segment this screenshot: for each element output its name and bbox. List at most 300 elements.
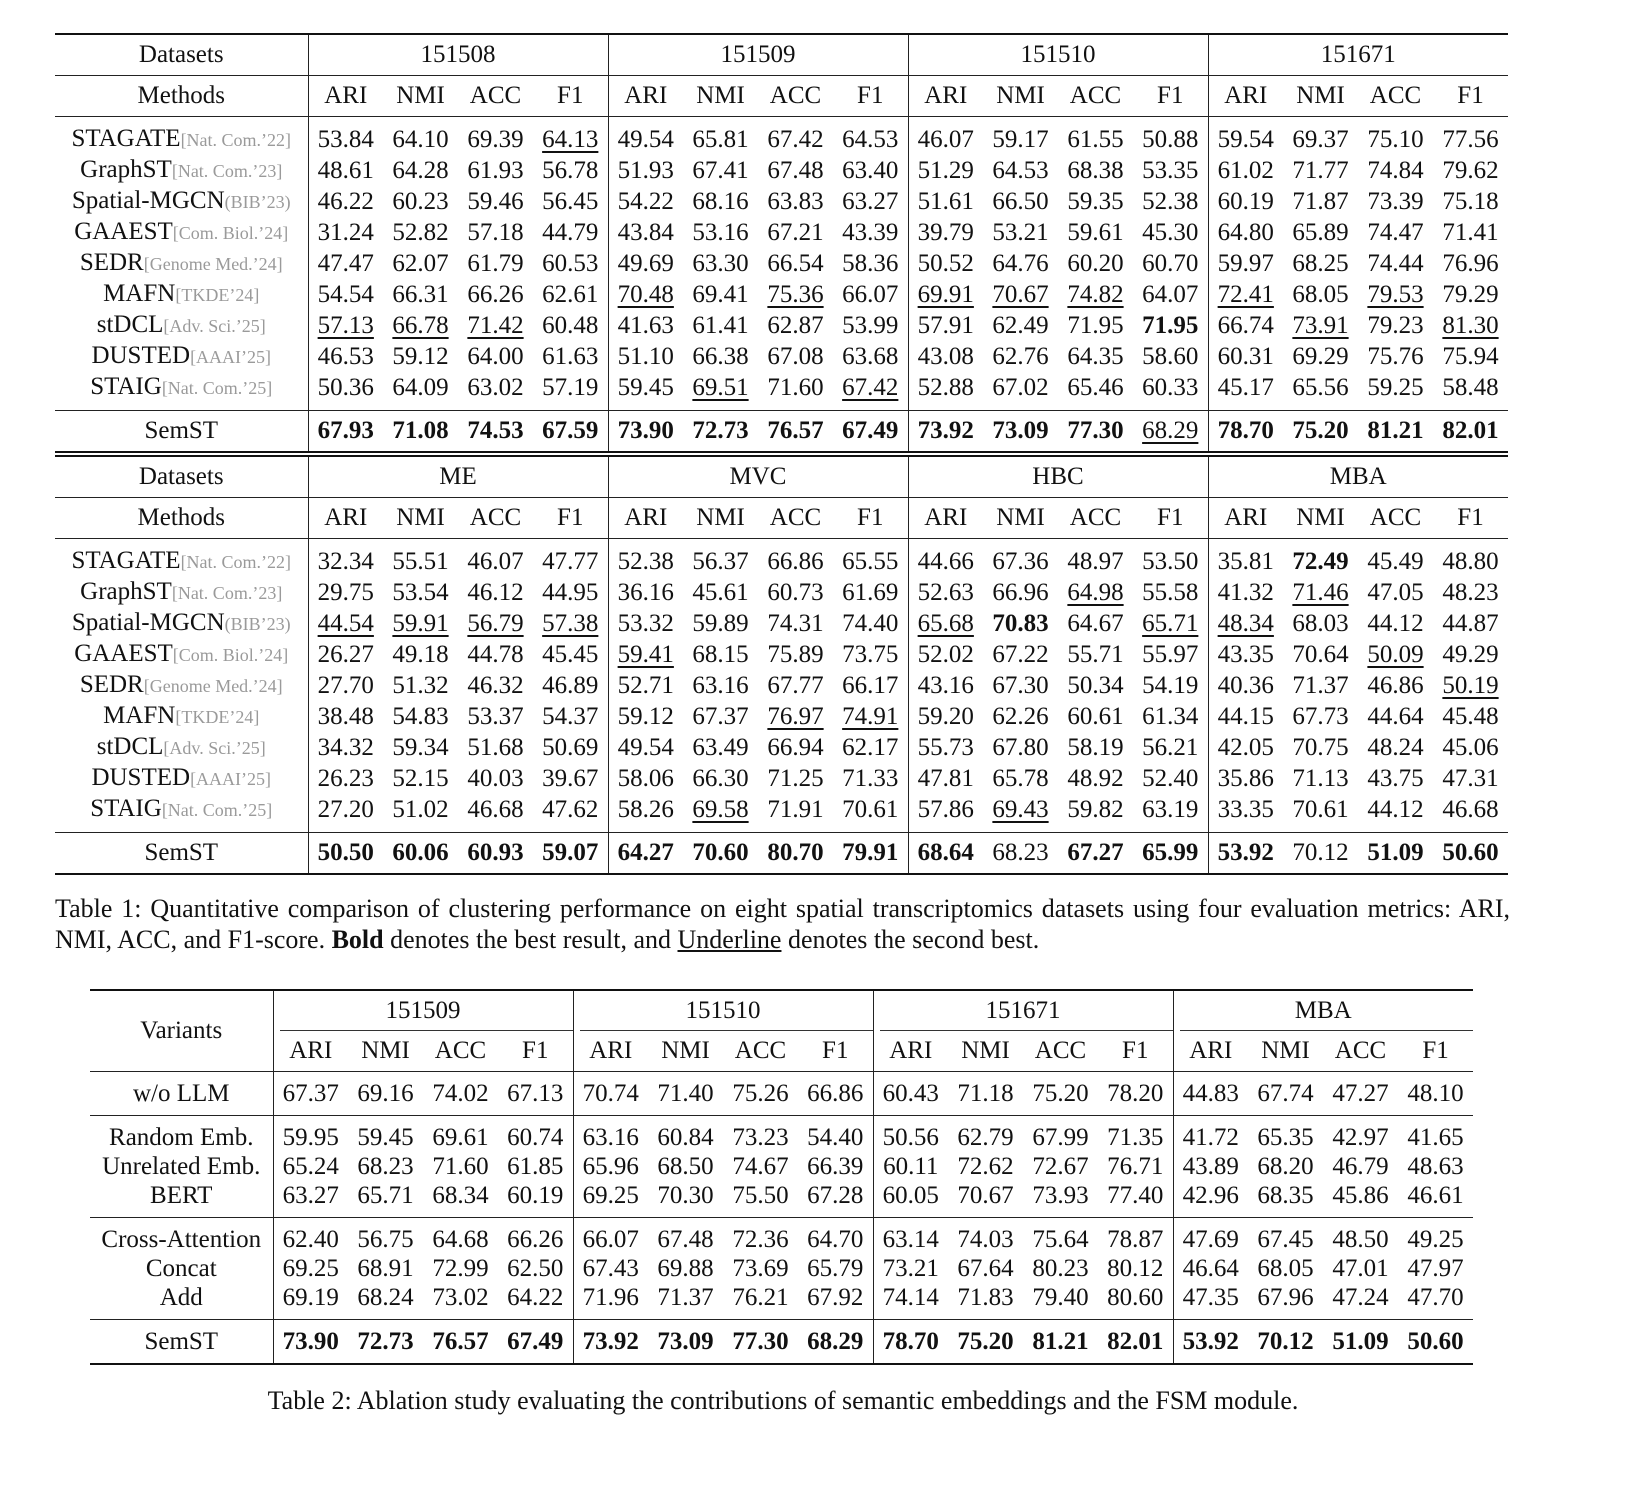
value-cell: [1283, 117, 1358, 156]
value-cell: [458, 794, 533, 833]
value: 67.48: [767, 157, 824, 184]
value-cell: [1283, 539, 1358, 578]
value-cell: [1098, 1320, 1173, 1365]
value-cell: [833, 833, 908, 875]
value-cell: [908, 411, 983, 455]
value: 54.40: [807, 1124, 864, 1151]
value: 47.81: [917, 765, 974, 792]
value-cell: [308, 670, 383, 701]
value: 59.20: [917, 703, 974, 730]
value-cell: [1433, 372, 1508, 411]
value-cell: [1283, 279, 1358, 310]
value: 60.05: [882, 1182, 939, 1209]
value: 68.34: [432, 1182, 489, 1209]
value-cell: [1023, 1254, 1098, 1283]
value-cell: [833, 217, 908, 248]
value: 75.20: [1032, 1080, 1089, 1107]
table-row: [55, 279, 1508, 310]
method-cell: [55, 217, 308, 248]
value-cell: [1208, 670, 1283, 701]
method-venue: [Nat. Com.’25]: [161, 378, 273, 398]
value-cell: [1358, 279, 1433, 310]
value-cell: [533, 310, 608, 341]
value-cell: [683, 248, 758, 279]
table-row: [55, 372, 1508, 411]
value-cell: [648, 1072, 723, 1116]
value: 70.74: [582, 1080, 639, 1107]
value-cell: [648, 1116, 723, 1153]
value: 43.16: [917, 672, 974, 699]
value-cell: [908, 217, 983, 248]
metric-header: ACC: [423, 1031, 498, 1072]
table-row: [55, 701, 1508, 732]
value-cell: [683, 732, 758, 763]
value: 68.91: [357, 1255, 414, 1282]
value-cell: [833, 310, 908, 341]
value-cell: [533, 608, 608, 639]
variants-label: Variants: [90, 990, 273, 1072]
value: 73.21: [882, 1255, 939, 1282]
value: 56.75: [357, 1226, 414, 1253]
value: 44.87: [1442, 610, 1499, 637]
value-cell: [1283, 670, 1358, 701]
value-cell: [608, 577, 683, 608]
value: 66.96: [992, 579, 1049, 606]
caption-text: denotes the second best.: [781, 925, 1040, 954]
caption-underline-word: Underline: [677, 925, 782, 954]
value-cell: [683, 186, 758, 217]
value: 69.43: [992, 796, 1049, 823]
value: 46.64: [1182, 1255, 1239, 1282]
value: 65.71: [357, 1182, 414, 1209]
value-cell: [758, 186, 833, 217]
value-cell: [608, 539, 683, 578]
value-cell: [608, 248, 683, 279]
value: 65.35: [1257, 1124, 1314, 1151]
value-cell: [1433, 701, 1508, 732]
value: 73.90: [282, 1328, 339, 1355]
value: 73.02: [432, 1284, 489, 1311]
variant-name: BERT: [90, 1181, 273, 1218]
value-cell: [348, 1283, 423, 1320]
value: 45.49: [1367, 548, 1424, 575]
value-cell: [1208, 186, 1283, 217]
value-cell: [608, 411, 683, 455]
value-cell: [1323, 1218, 1398, 1255]
metrics-header-row: [55, 76, 1508, 117]
value: 60.31: [1217, 343, 1274, 370]
value-cell: [1133, 670, 1208, 701]
value: 66.31: [392, 281, 449, 308]
value: 47.01: [1332, 1255, 1389, 1282]
datasets-header-row: [55, 34, 1508, 76]
value: 48.80: [1442, 548, 1499, 575]
value-cell: [1358, 248, 1433, 279]
method-venue: [Adv. Sci.’25]: [163, 316, 266, 336]
value-cell: [683, 279, 758, 310]
value-cell: [1358, 577, 1433, 608]
value-cell: [1208, 794, 1283, 833]
value: 73.23: [732, 1124, 789, 1151]
value-cell: [1358, 732, 1433, 763]
value-cell: [1208, 608, 1283, 639]
metrics-header-row: [90, 1031, 1473, 1072]
method-cell: [55, 155, 308, 186]
value: 70.67: [957, 1182, 1014, 1209]
metric-header: NMI: [1248, 1031, 1323, 1072]
metric-header: ARI: [273, 1031, 348, 1072]
value-cell: [798, 1116, 873, 1153]
value-cell: [273, 1116, 348, 1153]
value-cell: [908, 833, 983, 875]
value-cell: [758, 372, 833, 411]
value-cell: [648, 1254, 723, 1283]
value: 50.60: [1442, 839, 1499, 866]
value: 47.62: [542, 796, 599, 823]
metric-header: NMI: [1283, 76, 1358, 117]
value: 58.19: [1067, 734, 1124, 761]
value: 55.71: [1067, 641, 1124, 668]
value-cell: [608, 372, 683, 411]
value: 68.35: [1257, 1182, 1314, 1209]
metric-header: F1: [833, 76, 908, 117]
value-cell: [1173, 1181, 1248, 1218]
value: 66.30: [692, 765, 749, 792]
value: 34.32: [317, 734, 374, 761]
value: 67.96: [1257, 1284, 1314, 1311]
value: 64.22: [507, 1284, 564, 1311]
metric-header: ACC: [1058, 498, 1133, 539]
method-name: stDCL: [96, 733, 164, 760]
value: 72.41: [1217, 281, 1274, 308]
value: 41.63: [617, 312, 674, 339]
value: 57.13: [317, 312, 374, 339]
value-cell: [798, 1181, 873, 1218]
value-cell: [908, 310, 983, 341]
value: 59.34: [392, 734, 449, 761]
variant-name: w/o LLM: [90, 1072, 273, 1116]
value-cell: [498, 1116, 573, 1153]
value-cell: [683, 670, 758, 701]
value: 70.48: [617, 281, 674, 308]
value: 44.15: [1217, 703, 1274, 730]
value: 69.16: [357, 1080, 414, 1107]
value: 41.72: [1182, 1124, 1239, 1151]
value: 75.50: [732, 1182, 789, 1209]
value-cell: [908, 341, 983, 372]
value: 62.61: [542, 281, 599, 308]
value-cell: [948, 1283, 1023, 1320]
value-cell: [1248, 1152, 1323, 1181]
value-cell: [683, 833, 758, 875]
value: 79.23: [1367, 312, 1424, 339]
table-row: [55, 341, 1508, 372]
table-row: [55, 608, 1508, 639]
method-venue: [Nat. Com.’25]: [161, 800, 273, 820]
value-cell: [983, 248, 1058, 279]
value: 57.86: [917, 796, 974, 823]
value: 55.73: [917, 734, 974, 761]
value-cell: [1433, 155, 1508, 186]
value: 68.16: [692, 188, 749, 215]
value-cell: [608, 279, 683, 310]
value-cell: [1058, 763, 1133, 794]
value: 55.58: [1142, 579, 1199, 606]
value-cell: [273, 1181, 348, 1218]
value: 71.37: [657, 1284, 714, 1311]
value: 66.78: [392, 312, 449, 339]
value-cell: [758, 639, 833, 670]
value-cell: [348, 1320, 423, 1365]
value-cell: [1208, 248, 1283, 279]
metric-header: ACC: [1323, 1031, 1398, 1072]
value-cell: [1098, 1072, 1173, 1116]
value-cell: [798, 1320, 873, 1365]
value-cell: [533, 372, 608, 411]
value: 76.57: [767, 417, 824, 444]
value: 77.56: [1442, 126, 1499, 153]
value: 44.66: [917, 548, 974, 575]
value-cell: [1058, 701, 1133, 732]
value: 59.45: [617, 374, 674, 401]
value: 75.64: [1032, 1226, 1089, 1253]
value: 66.07: [842, 281, 899, 308]
value: 59.46: [467, 188, 524, 215]
value-cell: [1283, 833, 1358, 875]
value-cell: [308, 279, 383, 310]
value-cell: [1283, 701, 1358, 732]
value: 71.95: [1067, 312, 1124, 339]
value-cell: [1433, 732, 1508, 763]
value: 74.03: [957, 1226, 1014, 1253]
value-cell: [1358, 372, 1433, 411]
value-cell: [983, 670, 1058, 701]
metric-header: ARI: [1208, 498, 1283, 539]
value-cell: [833, 411, 908, 455]
value: 65.24: [282, 1153, 339, 1180]
value: 49.69: [617, 250, 674, 277]
value-cell: [1058, 279, 1133, 310]
value-cell: [1283, 763, 1358, 794]
value: 74.14: [882, 1284, 939, 1311]
value-cell: [1098, 1254, 1173, 1283]
value-cell: [273, 1152, 348, 1181]
value: 52.88: [917, 374, 974, 401]
value-cell: [1283, 732, 1358, 763]
metric-header: NMI: [983, 76, 1058, 117]
value: 59.54: [1217, 126, 1274, 153]
ours-row: [55, 833, 1508, 875]
value-cell: [908, 117, 983, 156]
value-cell: [1208, 732, 1283, 763]
value: 77.30: [732, 1328, 789, 1355]
value-cell: [383, 411, 458, 455]
value-cell: [1283, 639, 1358, 670]
value: 72.67: [1032, 1153, 1089, 1180]
value: 42.05: [1217, 734, 1274, 761]
value-cell: [1283, 794, 1358, 833]
value: 44.95: [542, 579, 599, 606]
value: 66.54: [767, 250, 824, 277]
method-cell: [55, 577, 308, 608]
value-cell: [308, 310, 383, 341]
value: 67.08: [767, 343, 824, 370]
value-cell: [1358, 186, 1433, 217]
value-cell: [573, 1152, 648, 1181]
value-cell: [908, 608, 983, 639]
value-cell: [1133, 639, 1208, 670]
value-cell: [723, 1254, 798, 1283]
table-row: [55, 248, 1508, 279]
value: 67.22: [992, 641, 1049, 668]
value-cell: [308, 608, 383, 639]
value: 46.68: [1442, 796, 1499, 823]
value-cell: [1208, 539, 1283, 578]
value-cell: [533, 670, 608, 701]
value-cell: [758, 763, 833, 794]
value-cell: [1433, 639, 1508, 670]
value-cell: [1058, 217, 1133, 248]
value: 52.38: [1142, 188, 1199, 215]
value: 64.00: [467, 343, 524, 370]
value-cell: [873, 1283, 948, 1320]
table-row: [55, 217, 1508, 248]
value: 70.30: [657, 1182, 714, 1209]
caption-text: Table 1: Quantitative comparison of clustering performance on eight spatial transcriptomics datasets using four evaluation metrics: ARI, NMI, ACC, and F1-score.: [55, 894, 1510, 954]
value-cell: [498, 1283, 573, 1320]
value: 67.27: [1067, 839, 1124, 866]
value-cell: [758, 217, 833, 248]
value-cell: [758, 539, 833, 578]
value-cell: [608, 217, 683, 248]
value: 55.97: [1142, 641, 1199, 668]
value-cell: [983, 539, 1058, 578]
value: 69.41: [692, 281, 749, 308]
value: 70.67: [992, 281, 1049, 308]
value: 61.85: [507, 1153, 564, 1180]
value: 44.54: [317, 610, 374, 637]
value-cell: [458, 639, 533, 670]
value: 71.46: [1292, 579, 1349, 606]
value: 52.40: [1142, 765, 1199, 792]
value: 67.99: [1032, 1124, 1089, 1151]
value: 59.12: [617, 703, 674, 730]
value: 47.05: [1367, 579, 1424, 606]
value-cell: [723, 1320, 798, 1365]
value-cell: [383, 639, 458, 670]
value: 65.46: [1067, 374, 1124, 401]
value-cell: [1208, 763, 1283, 794]
value: 66.26: [467, 281, 524, 308]
value-cell: [948, 1218, 1023, 1255]
value-cell: [908, 794, 983, 833]
value: 57.18: [467, 219, 524, 246]
value-cell: [948, 1181, 1023, 1218]
value: 50.69: [542, 734, 599, 761]
value-cell: [1058, 411, 1133, 455]
method-name: GAAEST: [74, 218, 173, 245]
value-cell: [833, 794, 908, 833]
value: 48.23: [1442, 579, 1499, 606]
value: 78.70: [1217, 417, 1274, 444]
value-cell: [1058, 577, 1133, 608]
value-cell: [683, 639, 758, 670]
value: 38.48: [317, 703, 374, 730]
value: 70.61: [1292, 796, 1349, 823]
value: 41.65: [1407, 1124, 1464, 1151]
value-cell: [458, 763, 533, 794]
value: 65.68: [917, 610, 974, 637]
method-name: SEDR: [79, 671, 144, 698]
method-cell: [55, 639, 308, 670]
value: 63.19: [1142, 796, 1199, 823]
value-cell: [873, 1181, 948, 1218]
value-cell: [1248, 1254, 1323, 1283]
value: 53.84: [317, 126, 374, 153]
value: 61.63: [542, 343, 599, 370]
value: 73.39: [1367, 188, 1424, 215]
metric-header: ACC: [1358, 76, 1433, 117]
value: 71.91: [767, 796, 824, 823]
value: 63.68: [842, 343, 899, 370]
value: 69.25: [282, 1255, 339, 1282]
value: 40.03: [467, 765, 524, 792]
value: 74.67: [732, 1153, 789, 1180]
value-cell: [1208, 117, 1283, 156]
value: 76.21: [732, 1284, 789, 1311]
value: 59.25: [1367, 374, 1424, 401]
method-venue: [TKDE’24]: [175, 285, 260, 305]
value-cell: [798, 1072, 873, 1116]
value: 64.27: [617, 839, 674, 866]
value-cell: [983, 763, 1058, 794]
value: 66.38: [692, 343, 749, 370]
value: 49.29: [1442, 641, 1499, 668]
value-cell: [1358, 117, 1433, 156]
value-cell: [423, 1116, 498, 1153]
value: 70.61: [842, 796, 899, 823]
value-cell: [608, 155, 683, 186]
value-cell: [1133, 217, 1208, 248]
value-cell: [1398, 1116, 1473, 1153]
value: 60.19: [1217, 188, 1274, 215]
value-cell: [758, 155, 833, 186]
value: 65.71: [1142, 610, 1199, 637]
value: 51.10: [617, 343, 674, 370]
value-cell: [608, 341, 683, 372]
value: 60.93: [467, 839, 524, 866]
value: 52.02: [917, 641, 974, 668]
value: 42.97: [1332, 1124, 1389, 1151]
value-cell: [458, 833, 533, 875]
value-cell: [983, 794, 1058, 833]
value: 67.49: [507, 1328, 564, 1355]
value: 71.60: [767, 374, 824, 401]
value: 63.83: [767, 188, 824, 215]
value: 60.06: [392, 839, 449, 866]
value-cell: [1058, 117, 1133, 156]
value-cell: [873, 1116, 948, 1153]
value: 79.62: [1442, 157, 1499, 184]
method-venue: [Com. Biol.’24]: [172, 645, 289, 665]
value: 53.50: [1142, 548, 1199, 575]
value-cell: [608, 639, 683, 670]
value-cell: [608, 794, 683, 833]
value: 50.50: [317, 839, 374, 866]
metric-header: F1: [533, 498, 608, 539]
value-cell: [308, 155, 383, 186]
value-cell: [573, 1283, 648, 1320]
